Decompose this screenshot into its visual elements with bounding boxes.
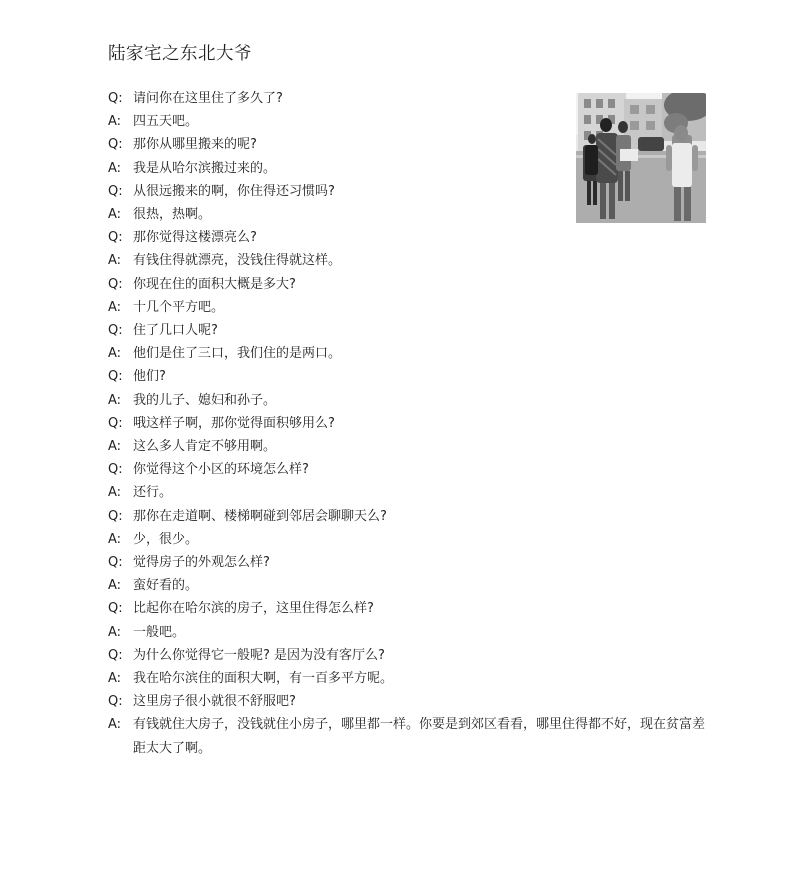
speaker-label: Q: <box>108 555 123 571</box>
dialogue-text: 有钱就住大房子，没钱就住小房子，哪里都一样。你要是到郊区看看，哪里住得都不好，现在贫富差距太大了啊。 <box>133 717 706 756</box>
speaker-label: Q: <box>108 462 123 478</box>
dialogue-line <box>108 458 708 481</box>
speaker-label: A: <box>108 439 122 455</box>
dialogue-line <box>108 110 708 133</box>
dialogue-text: 这么多人肯定不够用啊。 <box>133 439 277 455</box>
dialogue-text: 从很远搬来的啊，你住得还习惯吗? <box>133 183 335 199</box>
dialogue-line <box>108 481 708 504</box>
speaker-label: A: <box>108 253 122 269</box>
dialogue-line <box>108 690 708 713</box>
dialogue-line <box>108 713 708 759</box>
dialogue-text: 哦这样子啊，那你觉得面积够用么? <box>133 415 335 431</box>
dialogue-line <box>108 551 708 574</box>
speaker-label: Q: <box>108 369 123 385</box>
speaker-label: A: <box>108 207 122 223</box>
dialogue-text: 你觉得这个小区的环境怎么样? <box>133 462 309 478</box>
interview-transcript <box>108 87 708 760</box>
speaker-label: Q: <box>108 601 123 617</box>
dialogue-text: 觉得房子的外观怎么样? <box>133 555 270 571</box>
speaker-label: Q: <box>108 276 123 292</box>
speaker-label: Q: <box>108 508 123 524</box>
dialogue-line <box>108 412 708 435</box>
dialogue-line <box>108 296 708 319</box>
dialogue-text: 还行。 <box>133 485 173 501</box>
dialogue-line <box>108 273 708 296</box>
dialogue-text: 比起你在哈尔滨的房子，这里住得怎么样? <box>133 601 374 617</box>
speaker-label: Q: <box>108 694 123 710</box>
dialogue-line <box>108 644 708 667</box>
speaker-label: Q: <box>108 91 123 106</box>
dialogue-line <box>108 389 708 412</box>
speaker-label: A: <box>108 531 122 547</box>
speaker-label: A: <box>108 392 122 408</box>
dialogue-text: 这里房子很小就很不舒服吧? <box>133 694 296 710</box>
dialogue-line <box>108 435 708 458</box>
dialogue-text: 那你从哪里搬来的呢? <box>133 137 257 153</box>
speaker-label: Q: <box>108 183 123 199</box>
dialogue-text: 少，很少。 <box>133 531 199 547</box>
dialogue-line <box>108 505 708 528</box>
dialogue-text: 那你觉得这楼漂亮么? <box>133 230 257 246</box>
speaker-label: Q: <box>108 137 123 153</box>
dialogue-text: 有钱住得就漂亮，没钱住得就这样。 <box>133 253 342 269</box>
speaker-label: A: <box>108 160 122 176</box>
speaker-label: Q: <box>108 230 123 246</box>
dialogue-line <box>108 667 708 690</box>
dialogue-text: 请问你在这里住了多久了? <box>133 91 283 106</box>
dialogue-text: 我的儿子、媳妇和孙子。 <box>133 392 277 408</box>
speaker-label: A: <box>108 299 122 315</box>
dialogue-text: 他们是住了三口，我们住的是两口。 <box>133 346 342 362</box>
speaker-label: A: <box>108 578 122 594</box>
dialogue-text: 十几个平方吧。 <box>133 299 225 315</box>
dialogue-line <box>108 87 708 110</box>
dialogue-line <box>108 365 708 388</box>
speaker-label: Q: <box>108 323 123 339</box>
speaker-label: A: <box>108 717 122 733</box>
dialogue-line <box>108 597 708 620</box>
dialogue-line <box>108 157 708 180</box>
dialogue-text: 我是从哈尔滨搬过来的。 <box>133 160 277 176</box>
dialogue-line <box>108 319 708 342</box>
dialogue-text: 很热，热啊。 <box>133 207 212 223</box>
speaker-label: Q: <box>108 415 123 431</box>
dialogue-line <box>108 133 708 156</box>
speaker-label: A: <box>108 671 122 687</box>
dialogue-text: 四五天吧。 <box>133 114 199 130</box>
speaker-label: A: <box>108 114 122 130</box>
dialogue-text: 一般吧。 <box>133 624 186 640</box>
dialogue-line <box>108 249 708 272</box>
dialogue-text: 为什么你觉得它一般呢? 是因为没有客厅么? <box>133 647 385 663</box>
dialogue-line <box>108 180 708 203</box>
dialogue-text: 那你在走道啊、楼梯啊碰到邻居会聊聊天么? <box>133 508 387 524</box>
speaker-label: A: <box>108 624 122 640</box>
dialogue-text: 我在哈尔滨住的面积大啊，有一百多平方呢。 <box>133 671 394 687</box>
dialogue-text: 你现在住的面积大概是多大? <box>133 276 296 292</box>
dialogue-line <box>108 203 708 226</box>
dialogue-line <box>108 574 708 597</box>
dialogue-text: 他们? <box>133 369 166 385</box>
dialogue-line <box>108 342 708 365</box>
page-title: 陆家宅之东北大爷 <box>108 44 252 64</box>
dialogue-text: 蛮好看的。 <box>133 578 199 594</box>
dialogue-text: 住了几口人呢? <box>133 323 218 339</box>
speaker-label: Q: <box>108 647 123 663</box>
speaker-label: A: <box>108 346 122 362</box>
dialogue-line <box>108 621 708 644</box>
dialogue-line <box>108 226 708 249</box>
speaker-label: A: <box>108 485 122 501</box>
dialogue-line <box>108 528 708 551</box>
